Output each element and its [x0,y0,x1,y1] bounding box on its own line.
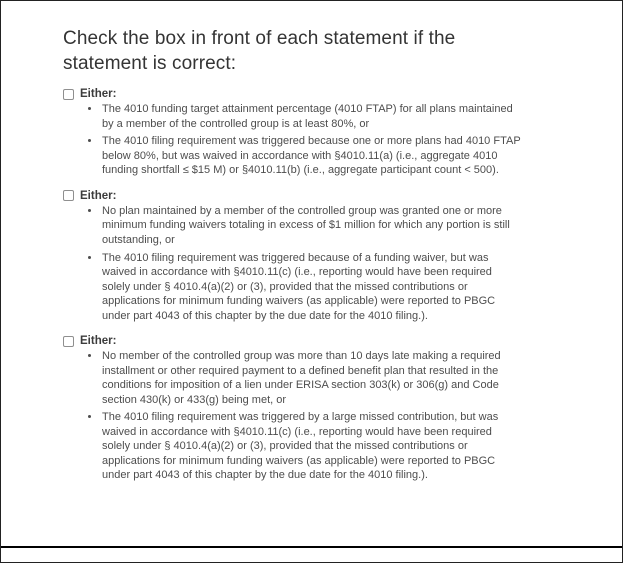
statement-head [63,88,567,100]
bullet-list [101,204,523,323]
statement-checkbox[interactable] [63,89,74,100]
bullet-item: • No plan maintained by a member of the controlled group was granted one or more minimum funding waivers totaling in excess of $1 million for which any portion is still outstanding, or [101,204,523,248]
statement-label: Either: [80,88,117,101]
statement-block [63,88,567,178]
statement-block [63,335,567,483]
bullet-item: • The 4010 filing requirement was triggered by a large missed contribution, but was waived in accordance with §4010.11(c) (i.e., reporting would have been required solely under § 4010.4(a)(2) or (3), provided that the missed contributions or applications for minimum funding waivers (as applicable) were reported to PBGC under part 4043 of this chapter by the due date for the 4010 filing.). [101,410,523,483]
bullet-item: • The 4010 filing requirement was triggered because one or more plans had 4010 FTAP below 80%, but was waived in accordance with §4010.11(a) (i.e., aggregate 4010 funding shortfall ≤ $15 M) or §4010.11(b) (i.e., aggregate participant count < 500). [101,134,523,178]
statement-label: Either: [80,189,117,202]
statement-block [63,190,567,323]
statement-head [63,335,567,347]
statement-label: Either: [80,335,117,348]
statement-checkbox[interactable] [63,336,74,347]
bullet-item: • The 4010 funding target attainment percentage (4010 FTAP) for all plans maintained by a member of the controlled group is at least 80%, or [101,102,523,131]
bullet-item: • No member of the controlled group was more than 10 days late making a required installment or other required payment to a defined benefit plan that resulted in the conditions for imposition of a lien under ERISA section 303(k) or 306(g) and Code section 430(k) or 433(g) being met, or [101,349,523,407]
bullet-item: • The 4010 filing requirement was triggered because of a funding waiver, but was waived in accordance with §4010.11(c) (i.e., reporting would have been required solely under § 4010.4(a)(2) or (3), provided that the missed contributions or applications for minimum funding waivers (as applicable) were reported to PBGC under part 4043 of this chapter by the due date for the 4010 filing.). [101,251,523,324]
statement-head [63,190,567,202]
bullet-list [101,102,523,178]
page-title: Check the box in front of each statement if the statement is correct: [63,28,456,74]
bottom-divider [1,546,622,548]
bullet-list [101,349,523,483]
form-content [1,1,622,483]
statement-checkbox[interactable] [63,190,74,201]
